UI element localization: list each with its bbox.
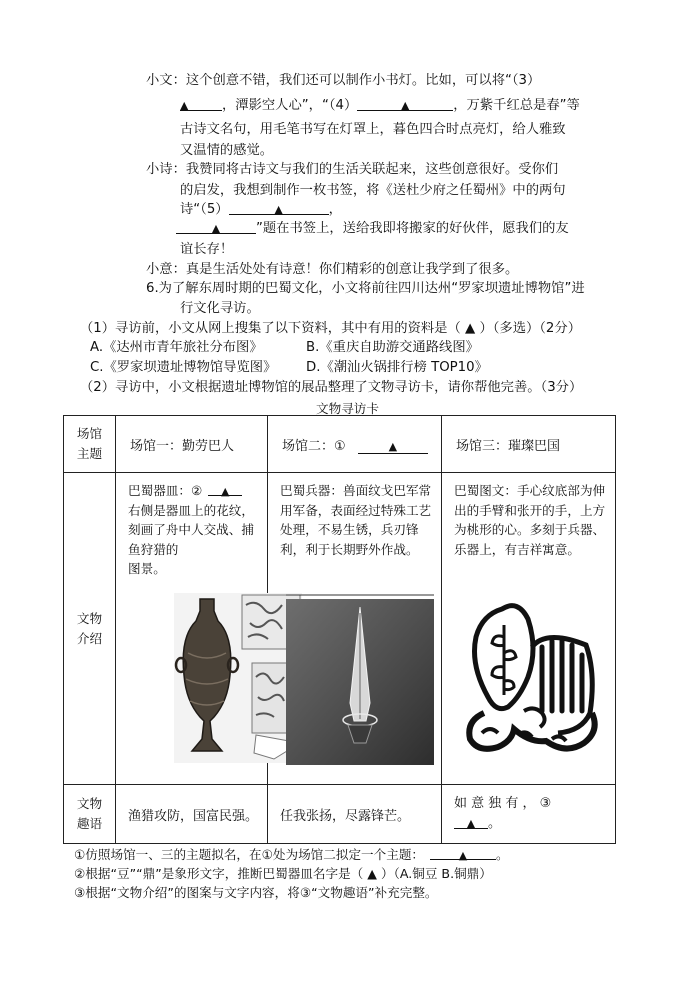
text-segment: 巴蜀器皿：②: [128, 483, 203, 498]
artifact-1-text: [116, 473, 267, 593]
option-d[interactable]: D.《潮汕火锅排行榜 TOP10》: [306, 360, 488, 375]
label-line: 场馆: [76, 426, 103, 441]
hall-2-label: 场馆二：①: [282, 438, 346, 454]
bronze-weapon-illustration: [286, 593, 434, 765]
text-segment: 。: [496, 847, 509, 862]
row-artifact-intro: [64, 473, 616, 785]
artifact-card-table: [63, 415, 616, 844]
fun-1: 渔猎攻防，国富民强。: [116, 785, 268, 844]
text-segment: 诗“（5）: [180, 202, 229, 217]
xiaoshi-line-2: 的启发，我想到制作一枚书签，将《送杜少府之任蜀州》中的两句: [180, 183, 566, 198]
artifact-2-text: 巴蜀兵器：兽面纹戈巴军常用军备，表面经过特殊工艺处理，不易生锈，兵刃锋利，利于长期野外作战。: [280, 483, 432, 557]
text-segment: ①仿照场馆一、三的主题拟名，在①处为场馆二拟定一个主题：: [74, 847, 425, 862]
triangle-mark: ▲: [211, 222, 221, 235]
triangle-mark: ▲: [221, 485, 230, 498]
xiaowen-line-4: 又温情的感觉。: [180, 143, 274, 158]
triangle-mark: ▲: [388, 439, 398, 453]
hand-heart-glyph: [442, 593, 615, 763]
triangle-mark: ▲: [466, 817, 476, 830]
xiaowen-line-2: [180, 96, 580, 116]
xiaoshi-line-4: [176, 219, 569, 239]
xiaoshi-line-3: [180, 200, 342, 220]
xiaowen-line-3: 古诗文名句，用毛笔书写在灯罩上，暮色四合时点亮灯，给人雅致: [180, 122, 566, 137]
xiaowen-line-1: 小文：这个创意不错，我们还可以制作小书灯。比如，可以将“（3）: [146, 73, 541, 88]
q6-intro-line-1: 6.为了解东周时期的巴蜀文化，小文将前往四川达州“罗家坝遗址博物馆”进: [146, 281, 585, 296]
answer-blank-note1[interactable]: [430, 845, 496, 860]
answer-blank-4[interactable]: [357, 96, 453, 111]
fun-2: 任我张扬，尽露锋芒。: [268, 785, 442, 844]
fun-3: [442, 785, 616, 844]
label-line: 文物: [76, 796, 103, 811]
note-2: ②根据“豆”“鼎”是象形文字，推断巴蜀器皿名字是（ ▲ ）（A.铜豆 B.铜鼎）: [74, 866, 492, 881]
text-segment: 。: [488, 816, 502, 831]
triangle-mark: ▲: [274, 203, 283, 216]
label-line: 文物: [76, 610, 103, 626]
xiaoshi-line-5: 谊长存！: [180, 242, 234, 257]
text-segment: ”题在书签上，送给我即将搬家的好伙伴，愿我们的友: [256, 221, 569, 236]
row-hall-theme: [64, 416, 616, 473]
hall-1: 场馆一：勤劳巴人: [116, 416, 268, 473]
artifact-3: [442, 473, 616, 785]
triangle-mark: ▲: [180, 99, 189, 112]
row-fun-words: [64, 785, 616, 844]
triangle-mark: ▲: [458, 849, 468, 862]
artifact-1: [116, 473, 268, 785]
text-segment: 右侧是器皿上的花纹，刻画了舟中人交战、捕鱼狩猎的: [128, 502, 254, 557]
xiaoyi-line: 小意：真是生活处处有诗意！你们精彩的创意让我学到了很多。: [146, 262, 519, 277]
answer-blank-5b[interactable]: [176, 219, 256, 234]
bronze-vessel-illustration: [174, 593, 302, 763]
row-label-fun: [64, 785, 116, 844]
option-a[interactable]: A.《达州市青年旅社分布图》: [90, 340, 263, 355]
answer-blank-vessel[interactable]: [208, 481, 242, 496]
answer-blank-fun[interactable]: [454, 814, 488, 829]
xiaoshi-line-1: 小诗：我赞同将古诗文与我们的生活关联起来，这些创意很好。受你们: [146, 162, 559, 177]
text-segment: 图景。: [128, 561, 166, 576]
weapon-image: [268, 593, 441, 765]
text-segment: ，: [328, 202, 342, 217]
answer-blank-hall2[interactable]: [358, 439, 428, 454]
hall-2: [268, 416, 442, 473]
triangle-mark: ▲: [401, 99, 410, 112]
artifact-3-text: 巴蜀图文：手心纹底部为伸出的手臂和张开的手，上方为桃形的心。多刻于兵器、乐器上，有吉祥寓意。: [454, 483, 606, 557]
q6-sub1: （1）寻访前，小文从网上搜集了以下资料，其中有用的资料是（ ▲ ）（多选）（2分）: [80, 321, 581, 336]
q6-sub2: （2）寻访中，小文根据遗址博物馆的展品整理了文物寻访卡，请你帮他完善。（3分）: [80, 380, 583, 395]
text-segment: ，潭影空人心”，“（4）: [222, 98, 358, 113]
option-c[interactable]: C.《罗家坝遗址博物馆导览图》: [90, 360, 277, 375]
label-line: 趣语: [76, 816, 103, 831]
card-title: 文物寻访卡: [316, 401, 379, 416]
vessel-image: [116, 593, 267, 763]
hand-heart-symbol-illustration: [454, 593, 602, 763]
row-label-theme: [64, 416, 116, 473]
answer-blank-5a[interactable]: [229, 200, 329, 215]
answer-blank-3[interactable]: [180, 96, 222, 111]
note-3: ③根据“文物介绍”的图案与文字内容，将③“文物趣语”补充完整。: [74, 885, 438, 900]
note-1: [74, 845, 509, 865]
label-line: 介绍: [76, 630, 103, 646]
artifact-2: [268, 473, 442, 785]
row-label-intro: [64, 473, 116, 785]
option-b[interactable]: B.《重庆自助游交通路线图》: [306, 340, 479, 355]
label-line: 主题: [76, 446, 103, 461]
hall-3: 场馆三：璀璨巴国: [442, 416, 616, 473]
text-segment: 如 意 独 有 ， ③: [454, 796, 552, 811]
q6-intro-line-2: 行文化寻访。: [180, 301, 260, 316]
text-segment: ，万紫千红总是春”等: [453, 98, 580, 113]
